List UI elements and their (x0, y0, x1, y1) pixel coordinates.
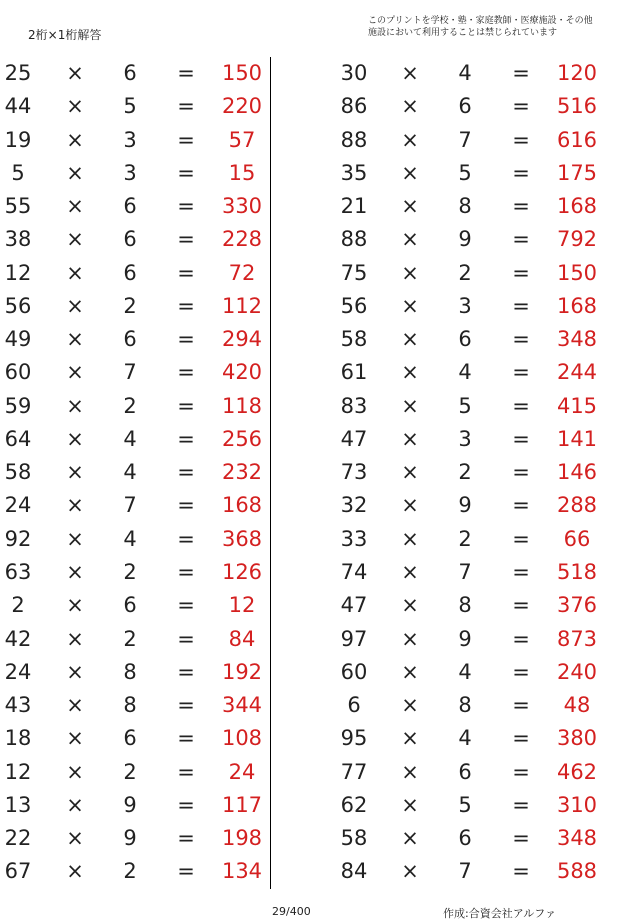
multiplicand: 32 (340, 493, 368, 518)
multiplier: 2 (123, 393, 137, 418)
multiplicand: 2 (11, 593, 25, 618)
answer: 415 (556, 393, 598, 418)
equals-sign: = (512, 393, 530, 418)
multiplicand: 13 (4, 792, 32, 817)
multiplier: 9 (458, 227, 472, 252)
multiplier: 2 (123, 626, 137, 651)
answer: 12 (228, 593, 256, 618)
equals-sign: = (177, 460, 195, 485)
multiplier: 3 (458, 426, 472, 451)
times-sign: × (66, 127, 84, 152)
multiplicand: 44 (4, 94, 32, 119)
worksheet-title: 2桁×1桁解答 (28, 28, 102, 42)
multiplicand: 56 (340, 293, 368, 318)
equals-sign: = (512, 61, 530, 85)
usage-notice-line: このプリントを学校・塾・家庭教師・医療施設・その他 (368, 16, 593, 26)
multiplicand: 21 (340, 194, 368, 219)
multiplier: 9 (458, 626, 472, 651)
multiplicand: 58 (340, 826, 368, 851)
multiplicand: 61 (340, 360, 368, 385)
answer: 134 (221, 859, 263, 884)
equals-sign: = (512, 293, 530, 318)
multiplier: 8 (458, 593, 472, 618)
answer: 118 (221, 393, 263, 418)
equals-sign: = (512, 792, 530, 817)
times-sign: × (401, 460, 419, 485)
equals-sign: = (512, 626, 530, 651)
multiplicand: 35 (340, 160, 368, 185)
multiplicand: 60 (340, 659, 368, 684)
multiplier: 6 (123, 227, 137, 252)
multiplicand: 74 (340, 559, 368, 584)
answer: 168 (221, 493, 263, 518)
multiplicand: 19 (4, 127, 32, 152)
answer: 126 (221, 559, 263, 584)
multiplicand: 30 (340, 61, 368, 85)
answer: 588 (556, 859, 598, 884)
times-sign: × (66, 659, 84, 684)
answer: 462 (556, 759, 598, 784)
multiplicand: 60 (4, 360, 32, 385)
multiplier: 4 (458, 659, 472, 684)
times-sign: × (66, 293, 84, 318)
multiplier: 9 (123, 792, 137, 817)
answer: 330 (221, 194, 263, 219)
answer: 198 (221, 826, 263, 851)
multiplier: 6 (123, 194, 137, 219)
equals-sign: = (512, 759, 530, 784)
multiplicand: 64 (4, 426, 32, 451)
equals-sign: = (177, 360, 195, 385)
usage-notice (368, 15, 593, 39)
times-sign: × (66, 194, 84, 219)
multiplier: 3 (123, 160, 137, 185)
equals-sign: = (177, 426, 195, 451)
equals-sign: = (512, 426, 530, 451)
multiplier: 8 (123, 659, 137, 684)
multiplier: 6 (123, 593, 137, 618)
equals-sign: = (177, 194, 195, 219)
equals-sign: = (177, 227, 195, 252)
multiplier: 7 (458, 859, 472, 884)
times-sign: × (401, 759, 419, 784)
answer: 117 (221, 792, 263, 817)
multiplier: 2 (458, 526, 472, 551)
multiplier: 8 (458, 194, 472, 219)
multiplicand: 58 (340, 327, 368, 352)
multiplicand: 47 (340, 593, 368, 618)
page-number: 29/400 (272, 905, 311, 918)
answer: 380 (556, 726, 598, 751)
multiplicand: 84 (340, 859, 368, 884)
equals-sign: = (512, 460, 530, 485)
multiplier: 5 (458, 160, 472, 185)
times-sign: × (401, 360, 419, 385)
multiplicand: 83 (340, 393, 368, 418)
answer: 873 (556, 626, 598, 651)
times-sign: × (66, 227, 84, 252)
answer: 344 (221, 693, 263, 718)
times-sign: × (401, 393, 419, 418)
answer: 57 (228, 127, 256, 152)
multiplicand: 92 (4, 526, 32, 551)
multiplier: 2 (458, 260, 472, 285)
times-sign: × (401, 493, 419, 518)
multiplicand: 42 (4, 626, 32, 651)
answer: 175 (556, 160, 598, 185)
equals-sign: = (512, 127, 530, 152)
times-sign: × (66, 460, 84, 485)
equals-sign: = (177, 726, 195, 751)
answer: 376 (556, 593, 598, 618)
multiplicand: 63 (4, 559, 32, 584)
equals-sign: = (177, 493, 195, 518)
answer: 192 (221, 659, 263, 684)
equals-sign: = (512, 659, 530, 684)
multiplier: 4 (123, 426, 137, 451)
author-credit: 作成:合資会社アルファ (443, 907, 557, 920)
times-sign: × (66, 61, 84, 85)
answer: 518 (556, 559, 598, 584)
answer: 24 (228, 759, 256, 784)
times-sign: × (66, 593, 84, 618)
multiplicand: 18 (4, 726, 32, 751)
multiplier: 6 (458, 94, 472, 119)
multiplier: 7 (123, 493, 137, 518)
multiplier: 4 (123, 460, 137, 485)
equals-sign: = (512, 726, 530, 751)
times-sign: × (401, 94, 419, 119)
answer: 616 (556, 127, 598, 152)
equals-sign: = (512, 260, 530, 285)
equals-sign: = (512, 194, 530, 219)
times-sign: × (66, 826, 84, 851)
multiplicand: 77 (340, 759, 368, 784)
times-sign: × (401, 526, 419, 551)
column-divider (270, 57, 271, 889)
multiplicand: 56 (4, 293, 32, 318)
multiplicand: 12 (4, 759, 32, 784)
times-sign: × (401, 859, 419, 884)
times-sign: × (401, 559, 419, 584)
answer: 348 (556, 826, 598, 851)
answer: 310 (556, 792, 598, 817)
multiplier: 5 (123, 94, 137, 119)
multiplicand: 59 (4, 393, 32, 418)
answer: 48 (563, 693, 591, 718)
multiplier: 6 (458, 327, 472, 352)
equals-sign: = (177, 327, 195, 352)
answer: 420 (221, 360, 263, 385)
times-sign: × (66, 726, 84, 751)
equals-sign: = (177, 626, 195, 651)
multiplier: 4 (458, 726, 472, 751)
multiplier: 6 (458, 826, 472, 851)
answer: 348 (556, 327, 598, 352)
multiplier: 5 (458, 792, 472, 817)
times-sign: × (66, 526, 84, 551)
multiplicand: 73 (340, 460, 368, 485)
multiplicand: 12 (4, 260, 32, 285)
answer: 368 (221, 526, 263, 551)
multiplicand: 88 (340, 227, 368, 252)
times-sign: × (401, 826, 419, 851)
times-sign: × (401, 194, 419, 219)
times-sign: × (401, 293, 419, 318)
times-sign: × (66, 859, 84, 884)
times-sign: × (401, 659, 419, 684)
times-sign: × (401, 160, 419, 185)
answer: 516 (556, 94, 598, 119)
multiplicand: 22 (4, 826, 32, 851)
equals-sign: = (512, 859, 530, 884)
multiplier: 7 (458, 559, 472, 584)
answer: 168 (556, 194, 598, 219)
multiplier: 9 (123, 826, 137, 851)
times-sign: × (66, 693, 84, 718)
equals-sign: = (512, 526, 530, 551)
times-sign: × (401, 726, 419, 751)
equals-sign: = (512, 593, 530, 618)
multiplicand: 33 (340, 526, 368, 551)
times-sign: × (401, 61, 419, 85)
answer: 141 (556, 426, 598, 451)
multiplier: 6 (123, 61, 137, 85)
multiplicand: 58 (4, 460, 32, 485)
equals-sign: = (177, 559, 195, 584)
equals-sign: = (512, 693, 530, 718)
answer: 15 (228, 160, 256, 185)
times-sign: × (66, 759, 84, 784)
answer: 288 (556, 493, 598, 518)
multiplier: 6 (458, 759, 472, 784)
answer: 294 (221, 327, 263, 352)
answer: 232 (221, 460, 263, 485)
equals-sign: = (177, 160, 195, 185)
answer: 244 (556, 360, 598, 385)
multiplier: 6 (123, 327, 137, 352)
equals-sign: = (512, 227, 530, 252)
answer: 66 (563, 526, 591, 551)
equals-sign: = (177, 293, 195, 318)
times-sign: × (66, 94, 84, 119)
times-sign: × (401, 127, 419, 152)
answer: 168 (556, 293, 598, 318)
times-sign: × (66, 493, 84, 518)
multiplier: 5 (458, 393, 472, 418)
multiplier: 7 (123, 360, 137, 385)
usage-notice-line: 施設において利用することは禁じられています (368, 28, 558, 38)
multiplicand: 47 (340, 426, 368, 451)
multiplier: 9 (458, 493, 472, 518)
multiplier: 6 (123, 260, 137, 285)
answer: 256 (221, 426, 263, 451)
equals-sign: = (512, 94, 530, 119)
multiplier: 3 (123, 127, 137, 152)
multiplicand: 88 (340, 127, 368, 152)
equals-sign: = (177, 526, 195, 551)
answer: 108 (221, 726, 263, 751)
times-sign: × (66, 360, 84, 385)
times-sign: × (66, 160, 84, 185)
equals-sign: = (512, 327, 530, 352)
equals-sign: = (177, 593, 195, 618)
multiplier: 8 (123, 693, 137, 718)
multiplicand: 25 (4, 61, 32, 85)
equals-sign: = (177, 94, 195, 119)
multiplier: 2 (458, 460, 472, 485)
times-sign: × (401, 792, 419, 817)
equals-sign: = (177, 61, 195, 85)
answer: 84 (228, 626, 256, 651)
equals-sign: = (512, 493, 530, 518)
equals-sign: = (177, 792, 195, 817)
times-sign: × (66, 426, 84, 451)
equals-sign: = (177, 393, 195, 418)
times-sign: × (401, 626, 419, 651)
answer: 792 (556, 227, 598, 252)
multiplier: 6 (123, 726, 137, 751)
multiplicand: 95 (340, 726, 368, 751)
multiplicand: 24 (4, 659, 32, 684)
multiplier: 8 (458, 693, 472, 718)
equals-sign: = (177, 759, 195, 784)
times-sign: × (401, 327, 419, 352)
equals-sign: = (177, 826, 195, 851)
times-sign: × (401, 693, 419, 718)
times-sign: × (66, 327, 84, 352)
multiplicand: 43 (4, 693, 32, 718)
multiplier: 2 (123, 759, 137, 784)
multiplicand: 67 (4, 859, 32, 884)
answer: 150 (221, 61, 263, 85)
multiplicand: 5 (11, 160, 25, 185)
times-sign: × (401, 426, 419, 451)
times-sign: × (66, 260, 84, 285)
multiplicand: 86 (340, 94, 368, 119)
answer: 146 (556, 460, 598, 485)
multiplicand: 6 (347, 693, 361, 718)
times-sign: × (66, 559, 84, 584)
equals-sign: = (177, 127, 195, 152)
times-sign: × (401, 260, 419, 285)
multiplier: 3 (458, 293, 472, 318)
equals-sign: = (512, 160, 530, 185)
multiplier: 7 (458, 127, 472, 152)
times-sign: × (401, 227, 419, 252)
answer: 112 (221, 293, 263, 318)
multiplicand: 38 (4, 227, 32, 252)
multiplier: 4 (123, 526, 137, 551)
answer: 240 (556, 659, 598, 684)
times-sign: × (401, 593, 419, 618)
answer: 150 (556, 260, 598, 285)
equals-sign: = (177, 260, 195, 285)
equals-sign: = (177, 693, 195, 718)
answer: 120 (556, 61, 598, 85)
multiplier: 2 (123, 559, 137, 584)
times-sign: × (66, 393, 84, 418)
answer: 72 (228, 260, 256, 285)
equals-sign: = (512, 559, 530, 584)
times-sign: × (66, 626, 84, 651)
multiplicand: 62 (340, 792, 368, 817)
equals-sign: = (177, 859, 195, 884)
multiplier: 4 (458, 61, 472, 85)
answer: 228 (221, 227, 263, 252)
multiplicand: 24 (4, 493, 32, 518)
multiplier: 2 (123, 293, 137, 318)
multiplicand: 49 (4, 327, 32, 352)
multiplicand: 55 (4, 194, 32, 219)
equals-sign: = (512, 360, 530, 385)
multiplicand: 75 (340, 260, 368, 285)
equals-sign: = (512, 826, 530, 851)
multiplier: 2 (123, 859, 137, 884)
times-sign: × (66, 792, 84, 817)
answer: 220 (221, 94, 263, 119)
equals-sign: = (177, 659, 195, 684)
multiplier: 4 (458, 360, 472, 385)
multiplicand: 97 (340, 626, 368, 651)
